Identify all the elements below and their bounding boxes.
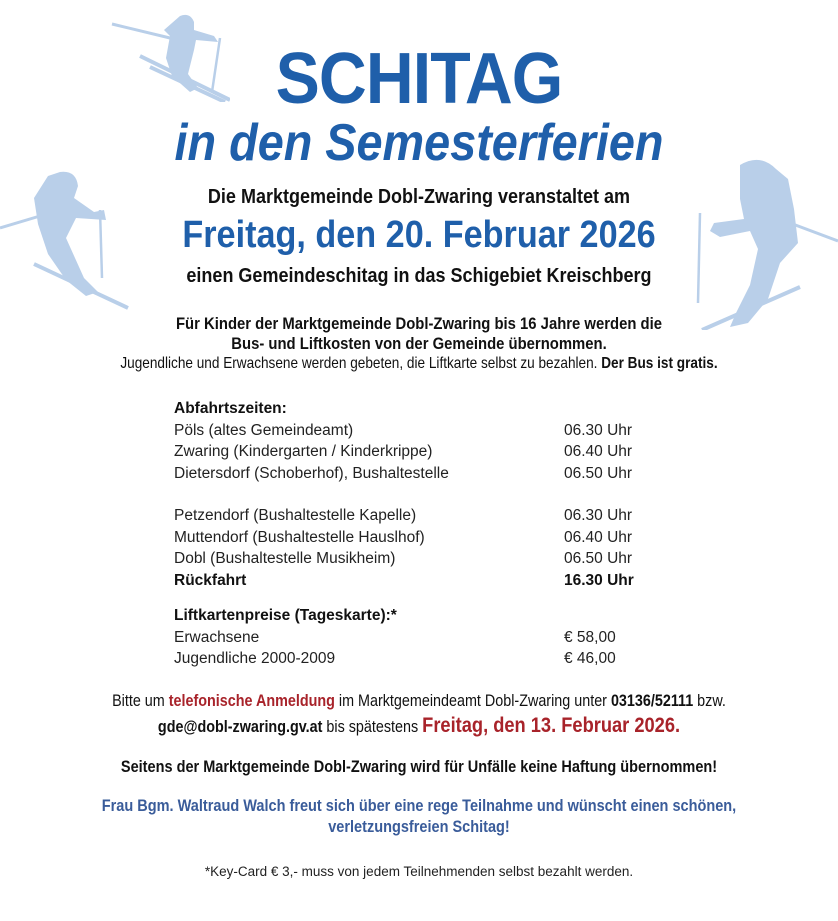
return-time: 16.30 Uhr	[564, 571, 634, 589]
return-label: Rückfahrt	[174, 571, 247, 589]
registration-text: Bitte um	[112, 692, 169, 710]
schedule-row	[174, 420, 644, 442]
return-row	[174, 570, 644, 592]
price-label: Jugendliche 2000-2009	[174, 650, 336, 667]
stop-name: Dietersdorf (Schoberhof), Bushaltestelle	[174, 464, 449, 482]
registration-line2	[54, 714, 783, 738]
stop-time: 06.50 Uhr	[564, 550, 633, 567]
spacer	[174, 484, 644, 505]
adults-cost-text: Jugendliche und Erwachsene werden gebeten, die Liftkarte selbst zu bezahlen.	[120, 355, 602, 372]
stop-name: Petzendorf (Bushaltestelle Kapelle)	[174, 507, 417, 524]
registration-deadline: Freitag, den 13. Februar 2026.	[422, 714, 681, 737]
email-link[interactable]: gde@dobl-zwaring.gv.at	[157, 718, 323, 736]
registration-text: bzw.	[693, 692, 726, 710]
stop-time: 06.40 Uhr	[564, 528, 633, 546]
phone-number[interactable]: 03136/52111	[610, 692, 694, 710]
page-title: SCHITAG	[275, 39, 563, 119]
price-value: € 58,00	[564, 628, 616, 646]
price-row	[174, 627, 644, 649]
departure-schedule	[174, 398, 644, 670]
schedule-row	[174, 505, 644, 527]
price-row	[174, 648, 644, 670]
schedule-row	[174, 441, 644, 463]
price-label: Erwachsene	[174, 628, 260, 646]
bus-free-note: Der Bus ist gratis.	[601, 355, 718, 372]
stop-time: 06.50 Uhr	[564, 464, 633, 482]
phone-registration-highlight: telefonische Anmeldung	[168, 692, 335, 710]
event-date: Freitag, den 20. Februar 2026	[182, 214, 656, 256]
registration-line1	[54, 692, 783, 711]
stop-name: Muttendorf (Bushaltestelle Hauslhof)	[174, 528, 425, 546]
schedule-row	[174, 548, 644, 570]
prices-heading: Liftkartenpreise (Tageskarte):*	[174, 607, 397, 624]
page-subtitle: in den Semesterferien	[174, 114, 664, 172]
event-intro: Die Marktgemeinde Dobl-Zwaring veranstaltet am	[207, 186, 631, 208]
price-value: € 46,00	[564, 650, 616, 667]
kids-cost-line1: Für Kinder der Marktgemeinde Dobl-Zwaring bis 16 Jahre werden die	[175, 315, 663, 333]
stop-time: 06.30 Uhr	[564, 421, 633, 439]
schedule-row	[174, 463, 644, 485]
event-description: einen Gemeindeschitag in das Schigebiet Kreischberg	[186, 265, 652, 287]
stop-name: Dobl (Bushaltestelle Musikheim)	[174, 550, 396, 567]
stop-name: Pöls (altes Gemeindeamt)	[174, 421, 354, 439]
adults-cost-note	[63, 355, 775, 373]
kids-cost-line2: Bus- und Liftkosten von der Gemeinde übernommen.	[231, 335, 607, 353]
registration-text: bis spätestens	[322, 718, 423, 736]
greeting-line2: verletzungsfreien Schitag!	[328, 818, 510, 836]
registration-text: im Marktgemeindeamt Dobl-Zwaring unter	[334, 692, 611, 710]
schedule-row	[174, 527, 644, 549]
stop-time: 06.40 Uhr	[564, 443, 633, 460]
liability-notice: Seitens der Marktgemeinde Dobl-Zwaring wird für Unfälle keine Haftung übernommen!	[120, 758, 718, 776]
footnote: *Key-Card € 3,- muss von jedem Teilnehmenden selbst bezahlt werden.	[204, 864, 634, 879]
departure-heading: Abfahrtszeiten:	[174, 400, 287, 417]
spacer	[174, 591, 644, 605]
stop-time: 06.30 Uhr	[564, 507, 633, 524]
stop-name: Zwaring (Kindergarten / Kinderkrippe)	[174, 443, 433, 460]
greeting-line1: Frau Bgm. Waltraud Walch freut sich über eine rege Teilnahme und wünscht einen schönen,	[101, 797, 737, 815]
